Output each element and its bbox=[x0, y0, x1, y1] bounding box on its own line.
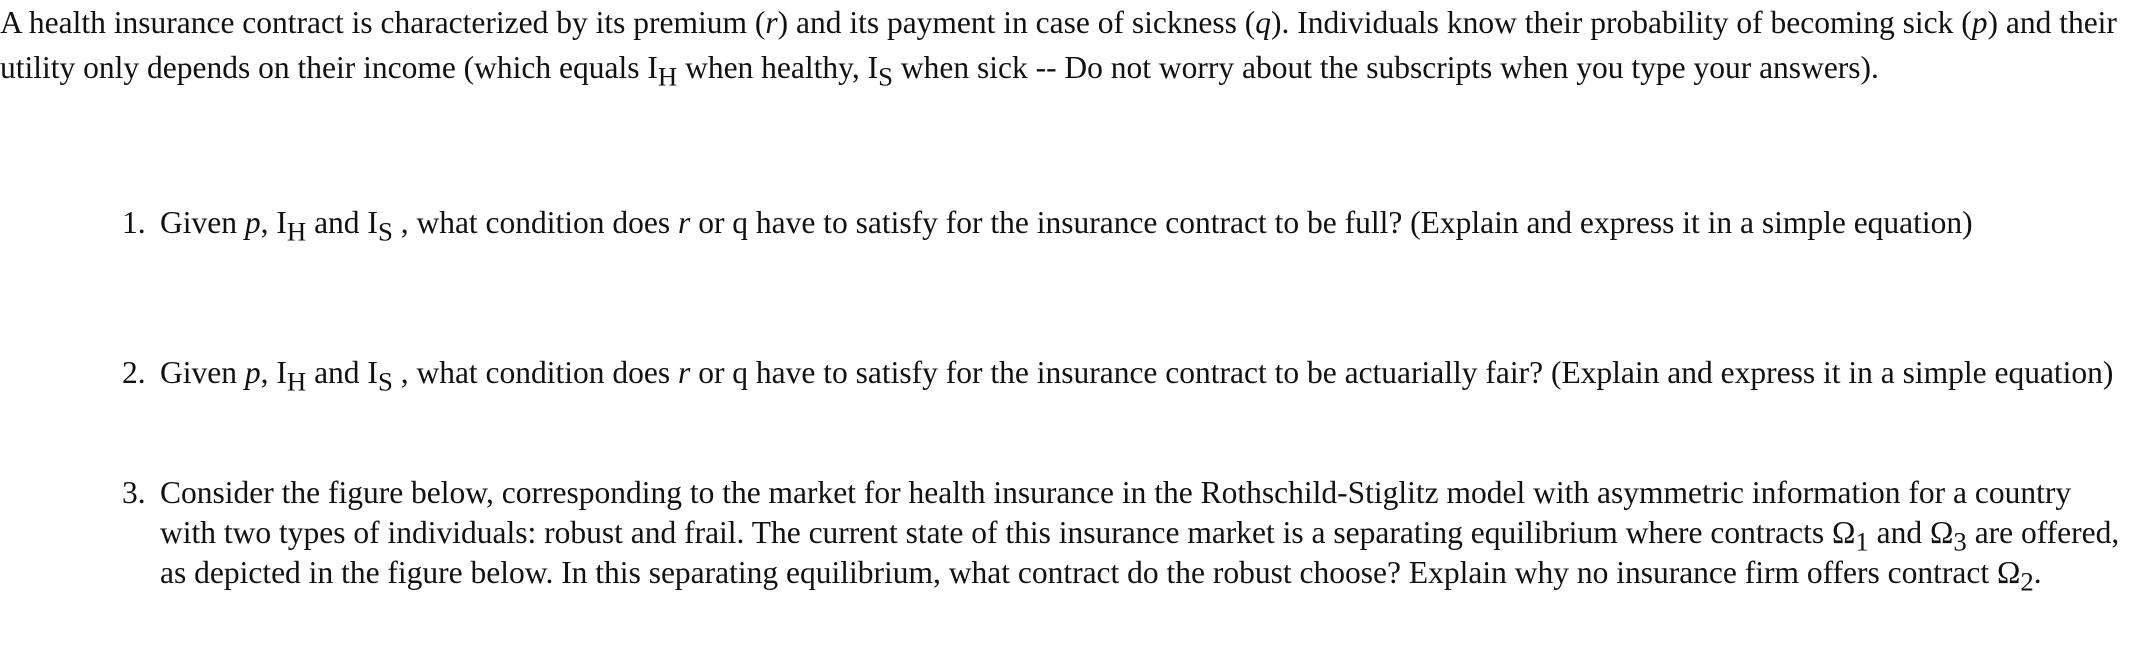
question-text-run: Given bbox=[160, 355, 245, 390]
question-text-run: Given bbox=[160, 205, 245, 240]
question-number: 2. bbox=[122, 355, 146, 390]
question-text-run: or q have to satisfy for the insurance contract to be actuarially fair? (Explain and express it in a simple equation) bbox=[690, 355, 2114, 390]
question-text-run: , what condition does bbox=[392, 355, 679, 390]
subscript-1: 1 bbox=[1855, 526, 1869, 557]
intro-text: when sick -- Do not worry about the subscripts when you type your answers). bbox=[892, 50, 1879, 85]
subscript-h: H bbox=[286, 366, 307, 397]
intro-text: ) and its payment in case of sickness ( bbox=[777, 5, 1256, 40]
question-text-run: , I bbox=[260, 205, 287, 240]
subscript-s: S bbox=[377, 366, 393, 397]
subscript-s: S bbox=[878, 61, 893, 92]
question-text-run: Consider the figure below, corresponding to the market for health insurance in the Rothschild-Stiglitz model with asymmetric information for a country with two types of individuals: robust and frail. The current state of this insurance market is a separating equilibrium where contracts Ω bbox=[160, 475, 2072, 550]
question-number: 1. bbox=[122, 205, 146, 240]
question-text-run: , I bbox=[260, 355, 287, 390]
var-p: p bbox=[244, 355, 261, 390]
intro-text: A health insurance contract is characterized by its premium ( bbox=[0, 5, 766, 40]
var-r: r bbox=[678, 205, 691, 240]
question-text-run: , what condition does bbox=[392, 205, 679, 240]
question-text bbox=[160, 200, 2120, 245]
var-p: p bbox=[244, 205, 261, 240]
intro-paragraph bbox=[0, 0, 2134, 90]
subscript-h: H bbox=[657, 61, 678, 92]
question-number: 3. bbox=[122, 475, 146, 510]
question-text-run: and I bbox=[306, 205, 378, 240]
subscript-h: H bbox=[286, 216, 307, 247]
subscript-2: 2 bbox=[2020, 566, 2034, 597]
question-text bbox=[160, 473, 2120, 597]
subscript-3: 3 bbox=[1953, 526, 1967, 557]
question-text-run: are offered, as depicted in the figure below. In this separating equilibrium, what contract do the robust choose? Explain why no insurance firm offers contract Ω bbox=[160, 515, 2120, 590]
subscript-s: S bbox=[377, 216, 393, 247]
question-text-run: and I bbox=[306, 355, 378, 390]
var-q: q bbox=[1255, 5, 1271, 40]
var-r: r bbox=[678, 355, 691, 390]
var-r: r bbox=[765, 5, 778, 40]
intro-text: ). Individuals know their probability of becoming sick ( bbox=[1270, 5, 1972, 40]
question-text-run: . bbox=[2033, 555, 2042, 590]
question-text-run: or q have to satisfy for the insurance contract to be full? (Explain and express it in a simple equation) bbox=[690, 205, 1973, 240]
question-text-run: and Ω bbox=[1868, 515, 1954, 550]
intro-text: when healthy, I bbox=[677, 50, 879, 85]
var-p: p bbox=[1971, 5, 1988, 40]
intro-text: ) and their utility only depends on their income (which equals I bbox=[0, 5, 2117, 85]
question-text bbox=[160, 350, 2120, 395]
